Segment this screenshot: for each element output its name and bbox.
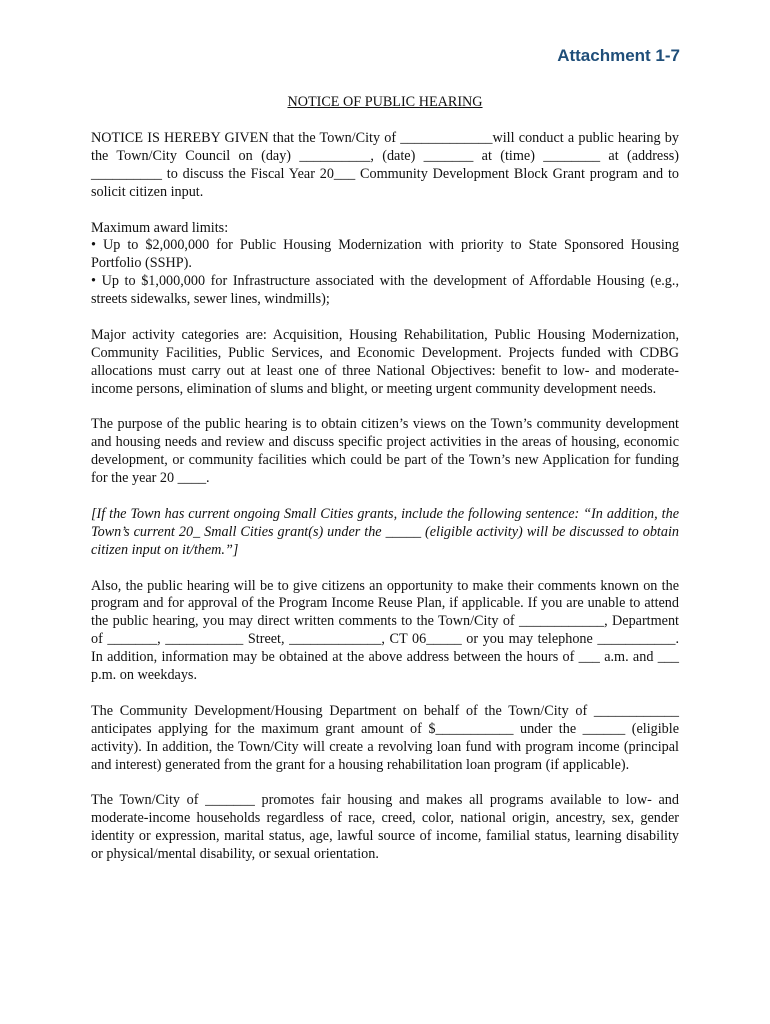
paragraph-award-limits	[91, 220, 679, 310]
paragraph-fair-housing	[91, 792, 679, 864]
paragraph-text: The purpose of the public hearing is to obtain citizen’s views on the Town’s community development and housing needs and review and discuss specific project activities in the areas of housing, economic development, or community facilities which could be part of the Town’s new Application for funding for the year 20 ____.	[91, 416, 679, 487]
paragraph-text: Major activity categories are: Acquisition, Housing Rehabilitation, Public Housing Modernization, Community Facilities, Public Services, and Economic Development. Projects funded with CDBG allocations must carry out at least one of three National Objectives: benefit to low- and moderate-income persons, elimination of slums and blight, or meeting urgent community development needs.	[91, 326, 679, 397]
paragraph-grant-application	[91, 703, 679, 775]
award-limit-item-infrastructure: • Up to $1,000,000 for Infrastructure associated with the development of Affordable Housing (e.g., streets sidewalks, sewer lines, windmills);	[91, 273, 679, 308]
paragraph-notice	[91, 130, 679, 202]
paragraph-text: Also, the public hearing will be to give citizens an opportunity to make their comments known on the program and for approval of the Program Income Reuse Plan, if applicable. If you are unable to attend the public hearing, you may direct written comments to the Town/City of ____________, Department of _______, ___________ Street, _____________, CT 06_____ or you may telephone ___________. In addition, information may be obtained at the above address between the hours of ___ a.m. and ___ p.m. on weekdays.	[91, 577, 679, 684]
document-body	[91, 94, 679, 882]
award-limits-heading: Maximum award limits:	[91, 219, 229, 236]
paragraph-text: [If the Town has current ongoing Small Cities grants, include the following sentence: “In addition, the Town’s current 20_ Small Cities grant(s) under the _____ (eligible activity) will be discussed to obtain citizen input on it/them.”]	[91, 505, 679, 558]
notice-title: NOTICE OF PUBLIC HEARING	[287, 94, 483, 110]
paragraph-instruction-note	[91, 506, 679, 560]
paragraph-text: The Community Development/Housing Department on behalf of the Town/City of ____________ anticipates applying for the maximum grant amount of $___________ under the ______ (eligible activity). In addition, the Town/City will create a revolving loan fund with program income (principal and interest) generated from the grant for a housing rehabilitation loan program (if applicable).	[91, 702, 679, 773]
paragraph-text: The Town/City of _______ promotes fair housing and makes all programs available to low- and moderate-income households regardless of race, creed, color, national origin, ancestry, sex, gender identity or expression, marital status, age, lawful source of income, familial status, learning disability or physical/mental disability, or sexual orientation.	[91, 792, 679, 863]
paragraph-text: NOTICE IS HEREBY GIVEN that the Town/City of _____________will conduct a public hearing by the Town/City Council on (day) __________, (date) _______ at (time) ________ at (address) __________ to discuss the Fiscal Year 20___ Community Development Block Grant program and to solicit citizen input.	[91, 130, 679, 200]
paragraph-comments	[91, 578, 679, 685]
paragraph-purpose	[91, 416, 679, 488]
award-limit-item-housing: • Up to $2,000,000 for Public Housing Modernization with priority to State Sponsored Housing Portfolio (SSHP).	[91, 237, 679, 272]
paragraph-activity-categories	[91, 327, 679, 399]
attachment-label: Attachment 1-7	[557, 46, 680, 65]
